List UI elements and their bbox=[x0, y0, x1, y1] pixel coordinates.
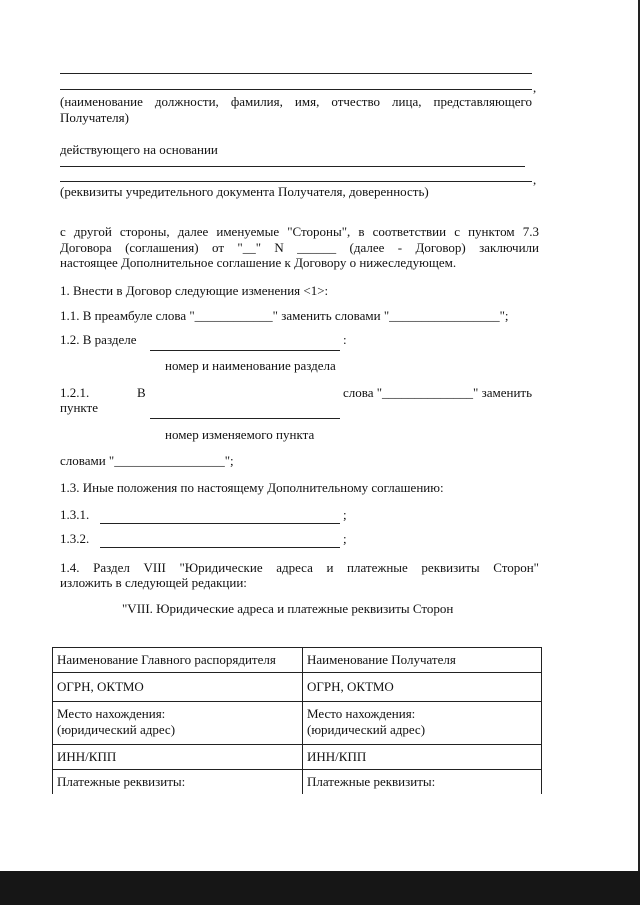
table-row bbox=[53, 648, 542, 673]
table-cell: Наименование Главного распорядителя bbox=[53, 648, 303, 673]
trail-comma: , bbox=[533, 80, 537, 95]
requisites-table bbox=[52, 647, 542, 794]
item-1: 1. Внести в Договор следующие изменения <1>: bbox=[60, 283, 329, 298]
parties-paragraph-line-1: с другой стороны, далее именуемые "Стороны", в соответствии с пунктом 7.3 bbox=[60, 224, 539, 239]
table-cell: ОГРН, ОКТМО bbox=[303, 673, 542, 702]
item-1-3-1-fill-line bbox=[100, 523, 340, 524]
table-cell: Платежные реквизиты: bbox=[303, 770, 542, 795]
table-row bbox=[53, 770, 542, 795]
table-cell: Платежные реквизиты: bbox=[53, 770, 303, 795]
section-heading: "VIII. Юридические адреса и платежные реквизиты Сторон bbox=[122, 601, 454, 616]
item-1-3-2-fill-line bbox=[100, 547, 340, 548]
section-fill-line bbox=[150, 350, 340, 351]
item-1-2-label: 1.2. В разделе bbox=[60, 332, 137, 347]
item-1-1: 1.1. В преамбуле слова "____________" заменить словами "_________________"; bbox=[60, 308, 509, 323]
parties-paragraph-line-3: настоящее Дополнительное соглашение к Договору о нижеследующем. bbox=[60, 255, 457, 270]
item-1-4-line-1: 1.4. Раздел VIII "Юридические адреса и платежные реквизиты Сторон" bbox=[60, 560, 539, 575]
item-1-2-colon: : bbox=[343, 332, 347, 347]
item-1-2-1-words: слова "______________" заменить bbox=[343, 385, 533, 400]
table-cell: ИНН/КПП bbox=[303, 745, 542, 770]
item-1-3-2-end: ; bbox=[343, 531, 347, 546]
basis-fill-line-2 bbox=[60, 181, 532, 182]
table-row bbox=[53, 745, 542, 770]
basis-comma: , bbox=[533, 172, 537, 187]
position-caption-cont: Получателя) bbox=[60, 110, 129, 125]
table-cell: ОГРН, ОКТМО bbox=[53, 673, 303, 702]
table-cell: Наименование Получателя bbox=[303, 648, 542, 673]
table-cell: ИНН/КПП bbox=[53, 745, 303, 770]
basis-caption: (реквизиты учредительного документа Получателя, доверенность) bbox=[60, 184, 429, 199]
position-fill-line-2 bbox=[60, 89, 532, 90]
section-caption: номер и наименование раздела bbox=[165, 358, 336, 373]
basis-fill-line-1 bbox=[60, 166, 525, 167]
table-cell: Место нахождения: (юридический адрес) bbox=[303, 702, 542, 745]
point-caption: номер изменяемого пункта bbox=[165, 427, 315, 442]
item-1-3-1: 1.3.1. bbox=[60, 507, 90, 522]
position-caption: (наименование должности, фамилия, имя, отчество лица, представляющего bbox=[60, 94, 532, 109]
position-fill-line-1 bbox=[60, 73, 532, 74]
table-row bbox=[53, 702, 542, 745]
table-cell: Место нахождения: (юридический адрес) bbox=[53, 702, 303, 745]
item-1-4-line-2: изложить в следующей редакции: bbox=[60, 575, 247, 590]
table-row bbox=[53, 673, 542, 702]
item-1-2-1-v: В bbox=[137, 385, 146, 400]
point-fill-line bbox=[150, 418, 340, 419]
item-1-3-2: 1.3.2. bbox=[60, 531, 90, 546]
scan-edge-bottom bbox=[0, 871, 640, 905]
item-1-3-1-end: ; bbox=[343, 507, 347, 522]
item-1-2-1-punkt: пункте bbox=[60, 400, 99, 415]
item-1-2-1-number: 1.2.1. bbox=[60, 385, 90, 400]
item-1-2-1-continuation: словами "_________________"; bbox=[60, 453, 234, 468]
acting-basis-text: действующего на основании bbox=[60, 142, 218, 157]
parties-paragraph-line-2: Договора (соглашения) от "__" N ______ (далее - Договор) заключили bbox=[60, 240, 539, 255]
item-1-3: 1.3. Иные положения по настоящему Дополнительному соглашению: bbox=[60, 480, 444, 495]
